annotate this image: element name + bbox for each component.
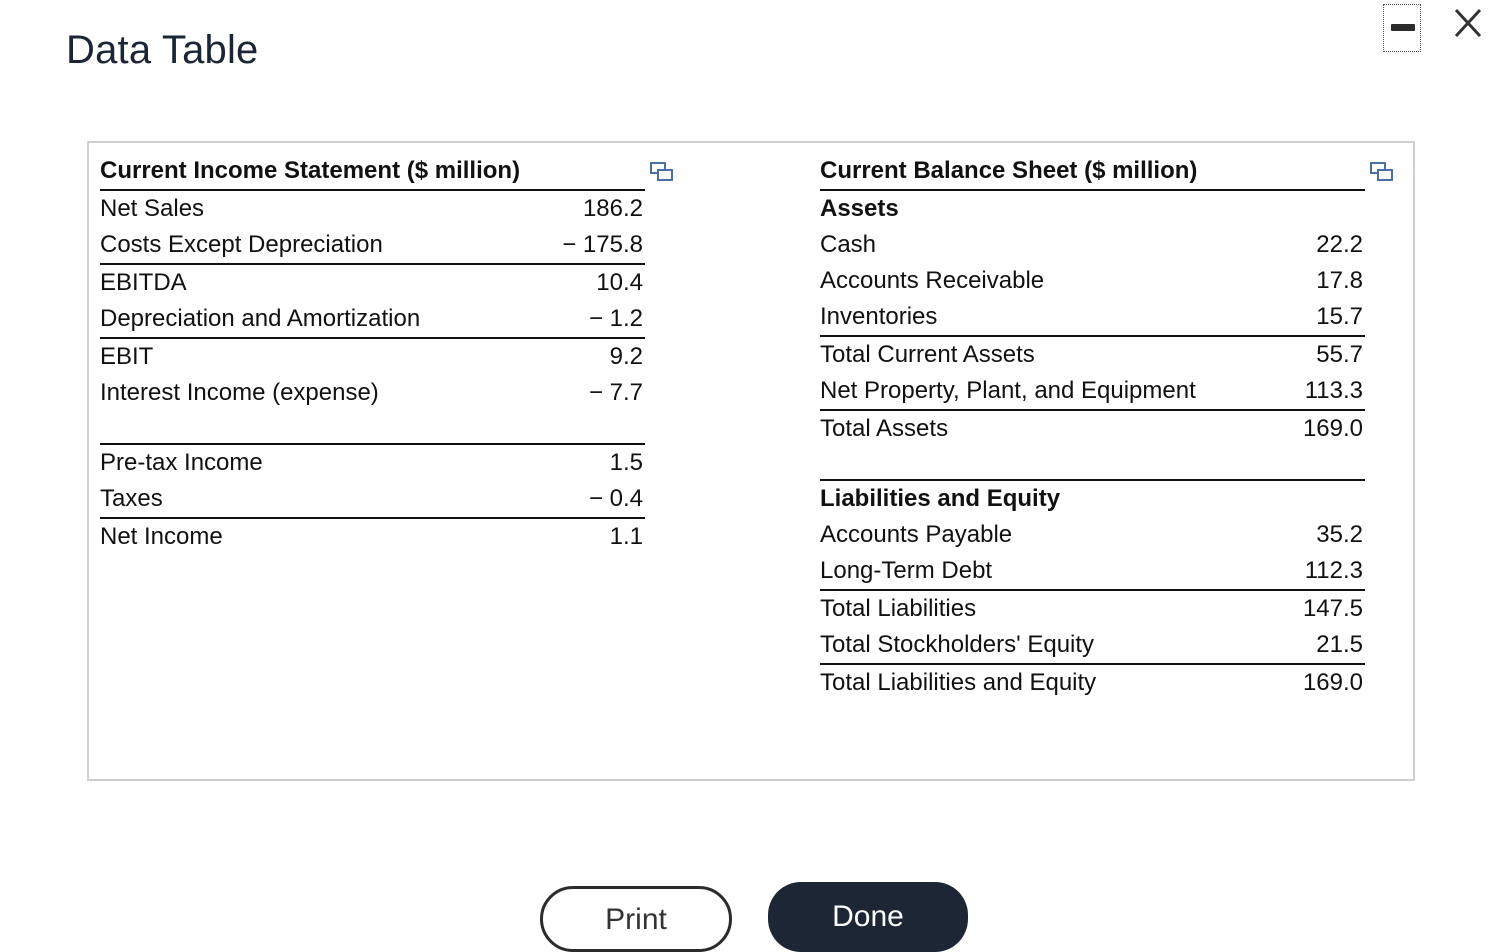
table-row: [100, 444, 645, 481]
row-value: 1.1: [520, 518, 645, 555]
copy-icon[interactable]: [649, 161, 675, 183]
row-value: 113.3: [1304, 377, 1363, 404]
table-header-row: [100, 153, 645, 190]
section-heading-row: [820, 480, 1365, 517]
row-label: Depreciation and Amortization: [100, 305, 421, 332]
row-label: Accounts Receivable: [820, 267, 1045, 294]
row-value: 17.8: [1316, 267, 1363, 294]
minimize-icon: [1391, 24, 1415, 31]
table-row: [100, 264, 645, 301]
row-value: 21.5: [1316, 631, 1363, 658]
row-label: EBIT: [100, 338, 520, 375]
close-button[interactable]: [1448, 4, 1488, 44]
table-row: [100, 227, 645, 264]
row-value: − 7.7: [588, 379, 643, 406]
done-button[interactable]: Done: [768, 882, 968, 952]
row-label: Net Sales: [100, 195, 205, 222]
balance-sheet-heading: Current Balance Sheet ($ million): [820, 153, 1365, 190]
table-row: [100, 375, 645, 411]
row-value: 9.2: [520, 338, 645, 375]
row-value: − 1.2: [588, 305, 643, 332]
balance-sheet-table: [820, 153, 1365, 701]
row-value: − 175.8: [562, 231, 643, 258]
income-statement-heading: Current Income Statement ($ million): [100, 153, 645, 190]
dialog-title: Data Table: [66, 28, 259, 72]
row-label: Long-Term Debt: [820, 557, 993, 584]
row-value: − 0.4: [588, 485, 643, 512]
row-label: Total Assets: [820, 410, 1303, 447]
row-label: Total Liabilities and Equity: [820, 664, 1303, 701]
spacer-row: [100, 411, 645, 444]
row-label: Pre-tax Income: [100, 444, 520, 481]
row-value: 186.2: [582, 195, 643, 222]
row-label: Costs Except Depreciation: [100, 231, 383, 258]
minimize-button[interactable]: [1383, 4, 1421, 52]
row-label: Net Property, Plant, and Equipment: [820, 377, 1196, 404]
row-value: 35.2: [1316, 521, 1363, 548]
row-value: 112.3: [1304, 557, 1363, 584]
row-label: Net Income: [100, 518, 520, 555]
spacer-row: [820, 447, 1365, 480]
row-label: Total Stockholders' Equity: [820, 631, 1095, 658]
row-value: 147.5: [1303, 590, 1365, 627]
table-row: [820, 299, 1365, 336]
row-label: Total Current Assets: [820, 336, 1303, 373]
row-value: 169.0: [1303, 410, 1365, 447]
row-label: Cash: [820, 231, 877, 258]
row-label: Taxes: [100, 485, 163, 512]
table-row: [820, 590, 1365, 627]
row-value: 15.7: [1316, 303, 1363, 330]
table-header-row: [820, 153, 1365, 190]
row-value: 22.2: [1316, 231, 1363, 258]
table-row: [100, 338, 645, 375]
row-value: 10.4: [520, 264, 645, 301]
row-label: EBITDA: [100, 264, 520, 301]
row-label: Inventories: [820, 303, 938, 330]
table-row: [820, 336, 1365, 373]
liabilities-heading: Liabilities and Equity: [820, 480, 1365, 517]
table-row: [820, 410, 1365, 447]
row-value: 1.5: [520, 444, 645, 481]
row-label: Accounts Payable: [820, 521, 1013, 548]
table-row: [820, 263, 1365, 299]
row-value: 55.7: [1303, 336, 1365, 373]
row-value: 169.0: [1303, 664, 1365, 701]
table-row: [820, 517, 1365, 553]
copy-icon[interactable]: [1369, 161, 1395, 183]
row-label: Total Liabilities: [820, 590, 1303, 627]
table-row: [820, 553, 1365, 590]
table-row: [100, 190, 645, 227]
table-row: [100, 518, 645, 555]
table-row: [820, 627, 1365, 664]
income-statement-table: [100, 153, 645, 555]
table-row: [820, 664, 1365, 701]
table-row: [820, 227, 1365, 263]
table-row: [100, 301, 645, 338]
row-label: Interest Income (expense): [100, 379, 379, 406]
print-button[interactable]: Print: [540, 886, 732, 952]
data-table-panel: [87, 141, 1415, 781]
section-heading-row: [820, 190, 1365, 227]
close-icon: [1448, 4, 1488, 44]
table-row: [100, 481, 645, 518]
table-row: [820, 373, 1365, 410]
assets-heading: Assets: [820, 195, 899, 222]
